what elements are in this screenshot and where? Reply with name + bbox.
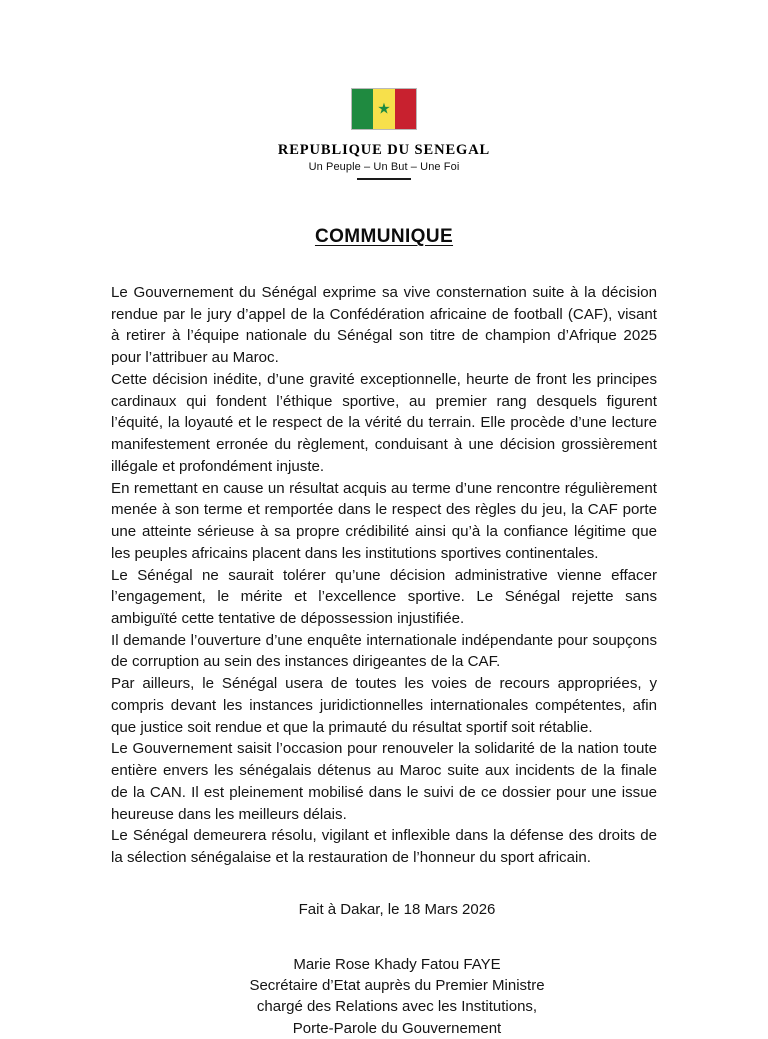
body-paragraph: Il demande l’ouverture d’une enquête internationale indépendante pour soupçons de corruption au sein des instances dirigeantes de la CAF.	[111, 631, 657, 671]
document-body	[111, 282, 657, 1039]
flag-band-red	[395, 89, 416, 129]
national-motto: Un Peuple – Un But – Une Foi	[308, 161, 460, 173]
signatory-title-line-3: Porte-Parole du Gouvernement	[292, 1019, 502, 1037]
body-paragraph: Cette décision inédite, d’une gravité exceptionnelle, heurte de front les principes cardinaux qui fondent l’éthique sportive, au premier rang desquels figurent l’équité, la loyauté et le respect de la vérité du terrain. Elle procède d’une lecture manifestement erronée du règlement, conduisant à une décision grossièrement illégale et profondément injuste.	[111, 370, 657, 475]
date-line: Fait à Dakar, le 18 Mars 2026	[298, 900, 496, 918]
body-paragraph: Le Gouvernement du Sénégal exprime sa vive consternation suite à la décision rendue par le jury d’appel de la Confédération africaine de football (CAF), visant à retirer à l’équipe nationale du Sénégal son titre de champion d’Afrique 2025 pour l’attribuer au Maroc.	[111, 284, 657, 367]
body-paragraph: Le Gouvernement saisit l’occasion pour renouveler la solidarité de la nation toute entière envers les sénégalais détenus au Maroc suite aux incidents de la finale de la CAN. Il est pleinement mobilisé dans le suivi de ce dossier pour une issue heureuse dans les meilleurs délais.	[111, 740, 657, 823]
signatory-name: Marie Rose Khady Fatou FAYE	[293, 955, 501, 973]
header-divider	[357, 178, 411, 180]
letterhead	[0, 0, 768, 180]
signatory-title-line-1: Secrétaire d’Etat auprès du Premier Ministre	[249, 977, 545, 995]
flag-band-yellow	[373, 89, 394, 129]
page-title: COMMUNIQUE	[314, 226, 454, 247]
signatory-title-line-2: chargé des Relations avec les Institutions,	[256, 998, 538, 1016]
body-paragraph: En remettant en cause un résultat acquis au terme d’une rencontre régulièrement menée à son terme et remportée dans le respect des règles du jeu, la CAF porte une atteinte sérieuse à sa propre crédibilité ainsi qu’à la confiance légitime que les peuples africains placent dans les institutions sportives continentales.	[111, 479, 657, 562]
body-paragraph: Par ailleurs, le Sénégal usera de toutes les voies de recours appropriées, y compris devant les instances juridictionnelles internationales compétentes, afin que justice soit rendue et que la primauté du résultat sportif soit rétablie.	[111, 675, 657, 736]
star-icon: ★	[377, 100, 391, 118]
senegal-flag-icon	[351, 88, 417, 130]
body-paragraph: Le Sénégal ne saurait tolérer qu’une décision administrative vienne effacer l’engagement, le mérite et l’excellence sportive. Le Sénégal rejette sans ambiguïté cette tentative de dépossession injustifiée.	[111, 566, 657, 628]
signature-block	[111, 954, 657, 1039]
body-paragraph: Le Sénégal demeurera résolu, vigilant et inflexible dans la défense des droits de la sélection sénégalaise et la restauration de l’honneur du sport africain.	[111, 827, 657, 867]
republic-name: REPUBLIQUE DU SENEGAL	[277, 142, 491, 158]
flag-band-green	[352, 89, 373, 129]
